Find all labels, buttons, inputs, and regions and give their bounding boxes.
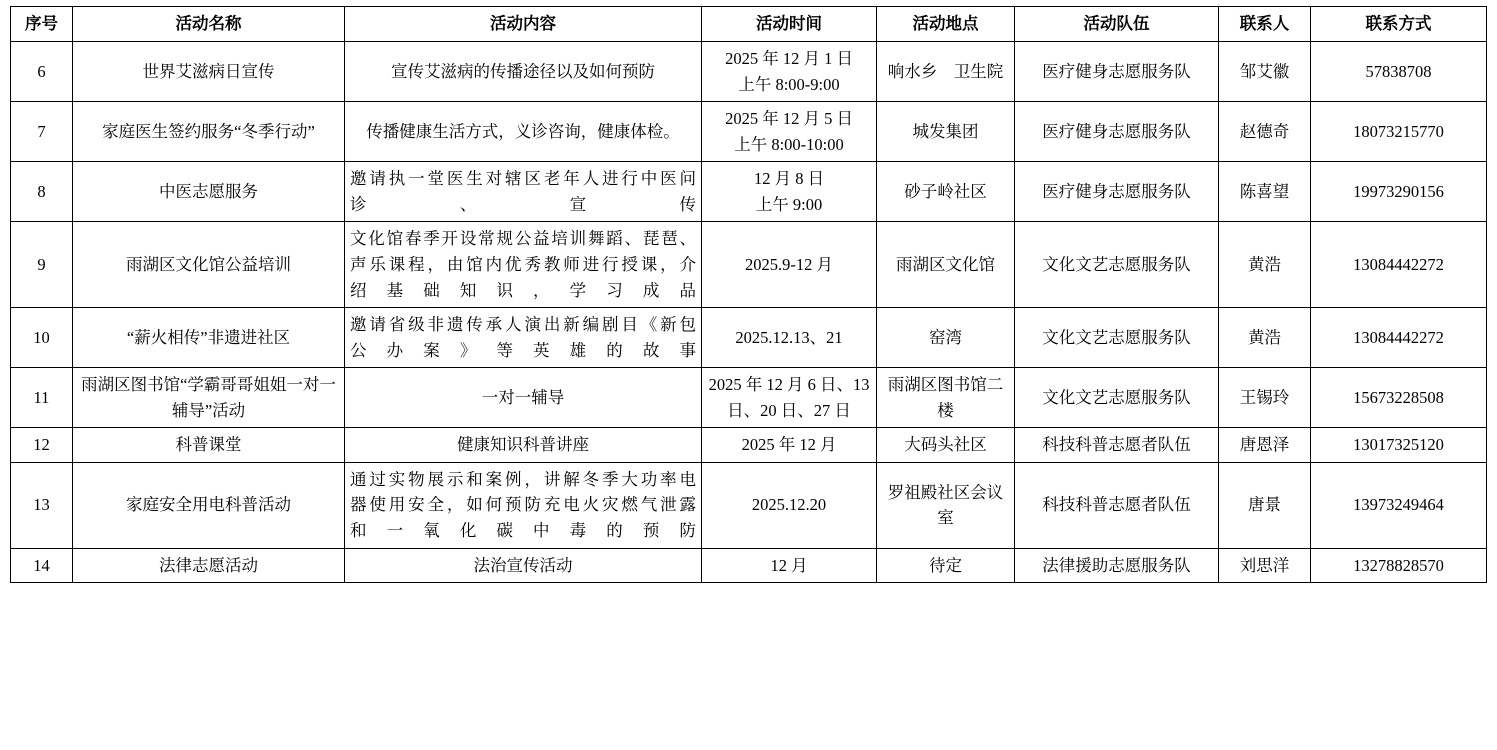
cell-activity-name: 中医志愿服务 — [73, 162, 345, 222]
cell-contact-phone: 13278828570 — [1311, 548, 1487, 583]
cell-activity-time-lines — [707, 372, 871, 423]
cell-activity-content — [345, 368, 702, 428]
cell-index: 10 — [11, 308, 73, 368]
cell-activity-time — [702, 368, 877, 428]
cell-activity-place — [877, 428, 1015, 463]
cell-activity-content — [345, 42, 702, 102]
cell-activity-content-line: 和一氧化碳中毒的预防 — [350, 521, 696, 540]
column-header-contact-person: 联系人 — [1219, 7, 1311, 42]
cell-activity-time-line: 2025.12.13、21 — [735, 327, 843, 347]
cell-activity-team: 文化文艺志愿服务队 — [1015, 222, 1219, 308]
cell-activity-content-line: 一对一辅导 — [481, 387, 565, 407]
cell-contact-phone: 19973290156 — [1311, 162, 1487, 222]
cell-activity-content-lines — [350, 432, 696, 458]
cell-contact-phone: 13973249464 — [1311, 462, 1487, 548]
cell-contact-person: 唐恩泽 — [1219, 428, 1311, 463]
column-header-activity-team: 活动队伍 — [1015, 7, 1219, 42]
cell-activity-content-line: 诊、宣传 — [350, 194, 696, 214]
cell-index: 12 — [11, 428, 73, 463]
cell-contact-person: 王锡玲 — [1219, 368, 1311, 428]
cell-activity-place-lines — [882, 372, 1009, 423]
cell-activity-place-line: 窑湾 — [929, 327, 962, 347]
cell-contact-person: 邹艾徽 — [1219, 42, 1311, 102]
cell-contact-person: 赵德奇 — [1219, 102, 1311, 162]
cell-activity-time-line: 上午 8:00-10:00 — [734, 134, 844, 154]
cell-activity-time-line: 2025 年 12 月 — [741, 435, 837, 455]
cell-activity-team: 医疗健身志愿服务队 — [1015, 102, 1219, 162]
cell-activity-place-line: 城发集团 — [912, 121, 979, 141]
cell-activity-time — [702, 428, 877, 463]
cell-activity-content — [345, 102, 702, 162]
cell-activity-place-line: 待定 — [929, 555, 962, 575]
cell-activity-place-line: 雨湖区图书馆二 — [887, 375, 1004, 395]
cell-activity-content-line: 邀请执一堂医生对辖区老年人进行中医问 — [350, 169, 696, 189]
cell-activity-time-lines — [707, 325, 871, 351]
cell-activity-place-lines — [882, 179, 1009, 205]
cell-activity-time-line: 上午 9:00 — [755, 194, 823, 214]
cell-activity-team: 文化文艺志愿服务队 — [1015, 368, 1219, 428]
cell-activity-place-line: 室 — [937, 508, 954, 528]
cell-activity-content-line: 传播健康生活方式，义诊咨询，健康体检。 — [366, 121, 680, 141]
column-header-index: 序号 — [11, 7, 73, 42]
cell-activity-time — [702, 162, 877, 222]
cell-activity-time-lines — [707, 492, 871, 518]
activity-schedule-table — [10, 6, 1487, 583]
cell-activity-name: 法律志愿活动 — [73, 548, 345, 583]
table-header-row — [11, 7, 1487, 42]
cell-activity-place — [877, 368, 1015, 428]
cell-activity-team: 法律援助志愿服务队 — [1015, 548, 1219, 583]
cell-activity-place — [877, 102, 1015, 162]
cell-activity-place-lines — [882, 325, 1009, 351]
cell-activity-place-lines — [882, 119, 1009, 145]
cell-activity-time-line: 2025.9-12 月 — [745, 254, 833, 274]
cell-activity-content-line: 公办案》等英雄的故事 — [350, 340, 696, 360]
cell-activity-content-lines — [350, 385, 696, 411]
cell-activity-content-lines — [350, 467, 696, 544]
cell-activity-name: 家庭安全用电科普活动 — [73, 462, 345, 548]
cell-activity-place-line: 大码头社区 — [904, 435, 987, 455]
cell-activity-time — [702, 548, 877, 583]
table-row — [11, 368, 1487, 428]
cell-activity-content-line: 文化馆春季开设常规公益培训舞蹈、琵琶、 — [350, 229, 696, 249]
cell-activity-place — [877, 548, 1015, 583]
table-row — [11, 548, 1487, 583]
cell-activity-content — [345, 462, 702, 548]
cell-activity-place — [877, 462, 1015, 548]
cell-contact-phone: 13084442272 — [1311, 222, 1487, 308]
column-header-contact-phone: 联系方式 — [1311, 7, 1487, 42]
cell-activity-time-line: 上午 8:00-9:00 — [738, 74, 840, 94]
cell-contact-person: 黄浩 — [1219, 222, 1311, 308]
cell-activity-place — [877, 42, 1015, 102]
cell-activity-content — [345, 162, 702, 222]
table-row — [11, 308, 1487, 368]
cell-activity-time-lines — [707, 106, 871, 157]
cell-activity-time-line: 2025 年 12 月 5 日 — [725, 109, 853, 129]
cell-activity-place-line: 雨湖区文化馆 — [896, 254, 995, 274]
cell-activity-content-line: 法治宣传活动 — [473, 555, 573, 575]
cell-activity-name: 雨湖区文化馆公益培训 — [73, 222, 345, 308]
column-header-activity-time: 活动时间 — [702, 7, 877, 42]
table-row — [11, 462, 1487, 548]
cell-index: 7 — [11, 102, 73, 162]
cell-activity-time-lines — [707, 432, 871, 458]
cell-index: 6 — [11, 42, 73, 102]
cell-contact-phone: 57838708 — [1311, 42, 1487, 102]
cell-activity-content-line: 绍基础知识，学习成品 — [350, 280, 696, 300]
cell-activity-team: 医疗健身志愿服务队 — [1015, 162, 1219, 222]
table-row — [11, 162, 1487, 222]
cell-activity-time-line: 2025.12.20 — [751, 495, 827, 515]
cell-activity-time-line: 2025 年 12 月 1 日 — [725, 49, 853, 68]
cell-activity-time — [702, 42, 877, 102]
cell-activity-content-lines — [350, 59, 696, 85]
cell-activity-place — [877, 308, 1015, 368]
cell-contact-person: 黄浩 — [1219, 308, 1311, 368]
cell-activity-time — [702, 222, 877, 308]
cell-activity-team: 科技科普志愿者队伍 — [1015, 462, 1219, 548]
cell-contact-person: 刘思洋 — [1219, 548, 1311, 583]
cell-activity-content-lines — [350, 166, 696, 217]
cell-activity-team: 科技科普志愿者队伍 — [1015, 428, 1219, 463]
cell-activity-content-line: 声乐课程，由馆内优秀教师进行授课，介 — [350, 254, 696, 274]
cell-activity-time — [702, 102, 877, 162]
cell-activity-name: 世界艾滋病日宣传 — [73, 42, 345, 102]
cell-index: 9 — [11, 222, 73, 308]
cell-activity-team: 医疗健身志愿服务队 — [1015, 42, 1219, 102]
cell-activity-place — [877, 222, 1015, 308]
cell-contact-phone: 15673228508 — [1311, 368, 1487, 428]
cell-activity-team: 文化文艺志愿服务队 — [1015, 308, 1219, 368]
cell-activity-content — [345, 222, 702, 308]
cell-contact-person: 陈喜望 — [1219, 162, 1311, 222]
cell-activity-time-line: 2025 年 12 月 6 日、13 — [708, 375, 870, 395]
cell-activity-place — [877, 162, 1015, 222]
cell-activity-place-line: 响水乡 卫生院 — [887, 61, 1004, 81]
cell-activity-place-lines — [882, 432, 1009, 458]
cell-activity-time-lines — [707, 166, 871, 217]
cell-activity-name: “薪火相传”非遗进社区 — [73, 308, 345, 368]
table-body — [11, 42, 1487, 583]
cell-activity-time-lines — [707, 252, 871, 278]
cell-index: 8 — [11, 162, 73, 222]
table-header — [11, 7, 1487, 42]
table-row — [11, 102, 1487, 162]
cell-activity-content-line: 宣传艾滋病的传播途径以及如何预防 — [391, 61, 655, 81]
column-header-activity-place: 活动地点 — [877, 7, 1015, 42]
cell-activity-time — [702, 308, 877, 368]
cell-activity-time-lines — [707, 46, 871, 97]
cell-activity-time-lines — [707, 553, 871, 579]
cell-contact-phone: 13084442272 — [1311, 308, 1487, 368]
column-header-activity-content: 活动内容 — [345, 7, 702, 42]
cell-activity-content-lines — [350, 226, 696, 303]
cell-activity-place-lines — [882, 59, 1009, 85]
cell-activity-time — [702, 462, 877, 548]
cell-activity-content-lines — [350, 553, 696, 579]
cell-activity-content-line: 通过实物展示和案例，讲解冬季大功率电 — [350, 469, 696, 489]
cell-activity-place-lines — [882, 553, 1009, 579]
table-row — [11, 222, 1487, 308]
table-row — [11, 42, 1487, 102]
cell-activity-content-line: 邀请省级非遗传承人演出新编剧目《新包 — [350, 315, 696, 335]
cell-activity-content-line: 健康知识科普讲座 — [457, 435, 589, 455]
cell-activity-content — [345, 308, 702, 368]
cell-activity-name: 家庭医生签约服务“冬季行动” — [73, 102, 345, 162]
cell-contact-person: 唐景 — [1219, 462, 1311, 548]
cell-activity-time-line: 日、20 日、27 日 — [727, 400, 851, 420]
cell-contact-phone: 18073215770 — [1311, 102, 1487, 162]
cell-activity-place-line: 楼 — [937, 400, 954, 420]
cell-activity-place-lines — [882, 480, 1009, 531]
cell-activity-name: 雨湖区图书馆“学霸哥哥姐姐一对一辅导”活动 — [73, 368, 345, 428]
cell-contact-phone: 13017325120 — [1311, 428, 1487, 463]
cell-activity-place-line: 砂子岭社区 — [904, 182, 987, 202]
cell-activity-content-lines — [350, 119, 696, 145]
cell-activity-content — [345, 428, 702, 463]
cell-activity-place-line: 罗祖殿社区会议 — [887, 482, 1004, 502]
column-header-activity-name: 活动名称 — [73, 7, 345, 42]
cell-activity-content-line: 器使用安全，如何预防充电火灾燃气泄露 — [350, 495, 696, 515]
cell-activity-time-line: 12 月 — [770, 555, 808, 575]
cell-activity-name: 科普课堂 — [73, 428, 345, 463]
cell-activity-place-lines — [882, 252, 1009, 278]
table-row — [11, 428, 1487, 463]
cell-activity-content — [345, 548, 702, 583]
cell-index: 11 — [11, 368, 73, 428]
cell-activity-content-lines — [350, 312, 696, 363]
cell-index: 14 — [11, 548, 73, 583]
cell-index: 13 — [11, 462, 73, 548]
cell-activity-time-line: 12 月 8 日 — [753, 169, 825, 189]
